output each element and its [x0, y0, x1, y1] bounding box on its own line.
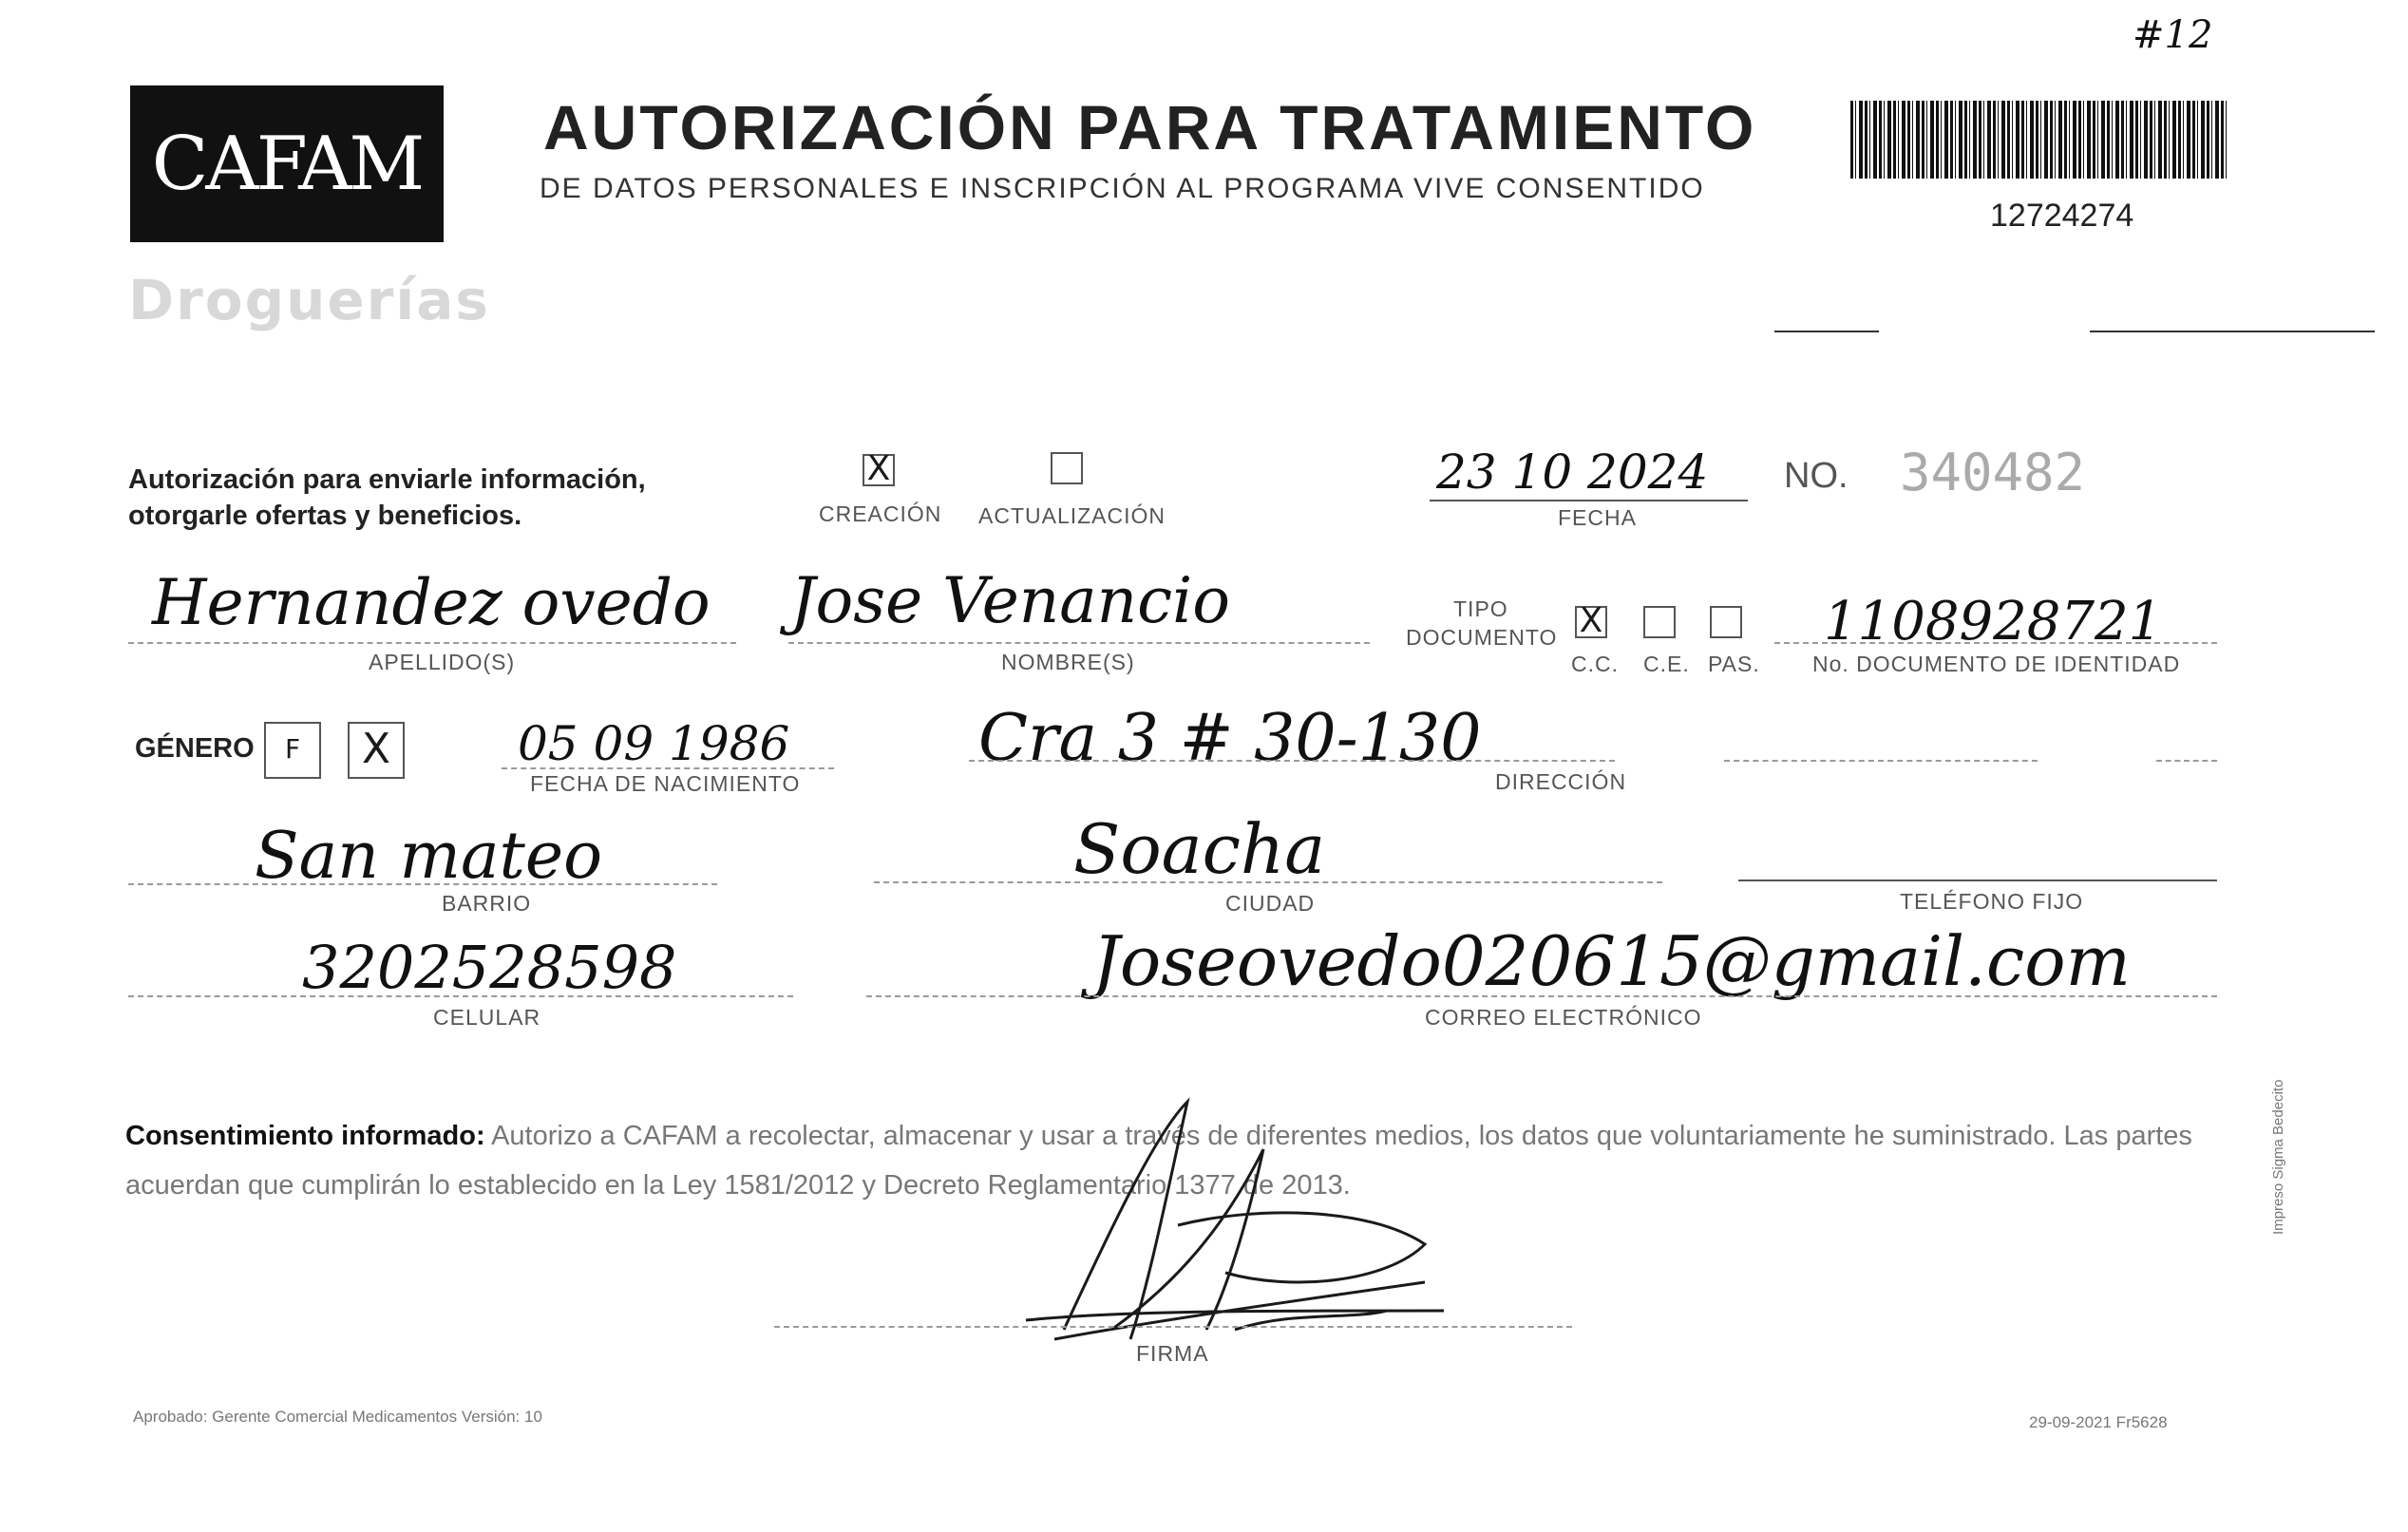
documento-label: No. DOCUMENTO DE IDENTIDAD: [1812, 652, 2181, 676]
documento-value[interactable]: 1108928721: [1824, 591, 2163, 653]
telefono-underline: [1738, 879, 2217, 881]
apellidos-value[interactable]: Hernandez ovedo: [152, 566, 711, 639]
fecha-label: FECHA: [1558, 505, 1637, 530]
barcode-number: 12724274: [1990, 198, 2134, 234]
page-mark: #12: [2133, 13, 2213, 57]
nacimiento-value[interactable]: 05 09 1986: [518, 716, 790, 771]
apellidos-label: APELLIDO(S): [369, 650, 516, 674]
correo-value[interactable]: Joseovedo020615@gmail.com: [1092, 921, 2131, 1001]
direccion-underline: [969, 760, 1615, 762]
firma-underline: [774, 1326, 1572, 1328]
form-number: 340482: [1900, 443, 2086, 502]
ciudad-value[interactable]: Soacha: [1073, 809, 1326, 889]
footer-right: 29-09-2021 Fr5628: [2029, 1413, 2168, 1431]
divider: [2090, 331, 2375, 332]
cc-label: C.C.: [1571, 652, 1619, 676]
apellidos-underline: [128, 642, 736, 644]
side-print-text: Impreso Sigma Bedecito: [2270, 1079, 2286, 1235]
ce-label: C.E.: [1643, 652, 1690, 676]
barrio-value[interactable]: San mateo: [255, 819, 603, 894]
faded-logo: Droguerías: [128, 268, 490, 332]
pas-checkbox[interactable]: [1710, 606, 1742, 638]
direccion-underline-2: [1724, 760, 2038, 762]
documento-underline: [1774, 642, 2217, 644]
actualizacion-checkbox[interactable]: [1051, 452, 1083, 484]
genero-m-box[interactable]: X: [348, 722, 405, 779]
nacimiento-label: FECHA DE NACIMIENTO: [530, 771, 801, 796]
cc-checkbox[interactable]: X: [1575, 606, 1607, 638]
barcode: [1850, 101, 2227, 179]
form-title: AUTORIZACIÓN PARA TRATAMIENTO: [543, 92, 1757, 162]
form-subtitle: DE DATOS PERSONALES E INSCRIPCIÓN AL PROGRAMA VIVE CONSENTIDO: [540, 173, 1705, 204]
direccion-underline-3: [2156, 760, 2217, 762]
authorization-text: [128, 462, 646, 534]
footer-left: Aprobado: Gerente Comercial Medicamentos Versión: 10: [133, 1408, 542, 1426]
barrio-underline: [128, 883, 717, 885]
consent-heading: Consentimiento informado:: [125, 1121, 485, 1151]
pas-label: PAS.: [1708, 652, 1760, 676]
actualizacion-label: ACTUALIZACIÓN: [978, 503, 1166, 528]
ciudad-label: CIUDAD: [1225, 891, 1316, 916]
genero-label: GÉNERO: [135, 733, 255, 764]
authorization-line-2: otorgarle ofertas y beneficios.: [128, 501, 522, 531]
direccion-label: DIRECCIÓN: [1495, 769, 1627, 794]
celular-value[interactable]: 3202528598: [302, 933, 677, 1002]
divider: [1774, 331, 1879, 332]
firma-label: FIRMA: [1136, 1341, 1209, 1366]
correo-underline: [866, 995, 2217, 997]
ce-checkbox[interactable]: [1643, 606, 1676, 638]
creacion-checkbox[interactable]: X: [863, 454, 895, 486]
celular-label: CELULAR: [433, 1005, 541, 1030]
nombres-value[interactable]: Jose Venancio: [790, 564, 1230, 637]
telefono-label: TELÉFONO FIJO: [1900, 889, 2084, 914]
tipo-label-2: DOCUMENTO: [1406, 625, 1558, 650]
genero-f-box[interactable]: F: [264, 722, 321, 779]
ciudad-underline: [874, 881, 1662, 883]
direccion-value[interactable]: Cra 3 # 30-130: [978, 701, 1482, 776]
authorization-line-1: Autorización para enviarle información,: [128, 464, 646, 495]
barrio-label: BARRIO: [442, 891, 532, 916]
tipo-label-1: TIPO: [1453, 596, 1508, 621]
correo-label: CORREO ELECTRÓNICO: [1425, 1005, 1702, 1030]
cafam-logo: CAFAM: [130, 85, 444, 242]
fecha-value[interactable]: 23 10 2024: [1436, 444, 1709, 500]
no-label: NO.: [1784, 456, 1849, 496]
nombres-underline: [788, 642, 1370, 644]
nombres-label: NOMBRE(S): [1001, 650, 1135, 674]
consent-body: Autorizo a CAFAM a recolectar, almacenar y usar a través de diferentes medios, los datos que voluntariamente he suministrado. Las partes acuerdan que cumplirán lo establecido en la Ley 1581/2012 y Decreto Reglamentario 1377 de 2013.: [125, 1121, 2192, 1201]
creacion-label: CREACIÓN: [819, 501, 942, 526]
nacimiento-underline: [502, 767, 834, 769]
fecha-underline: [1430, 500, 1748, 501]
celular-underline: [128, 995, 793, 997]
